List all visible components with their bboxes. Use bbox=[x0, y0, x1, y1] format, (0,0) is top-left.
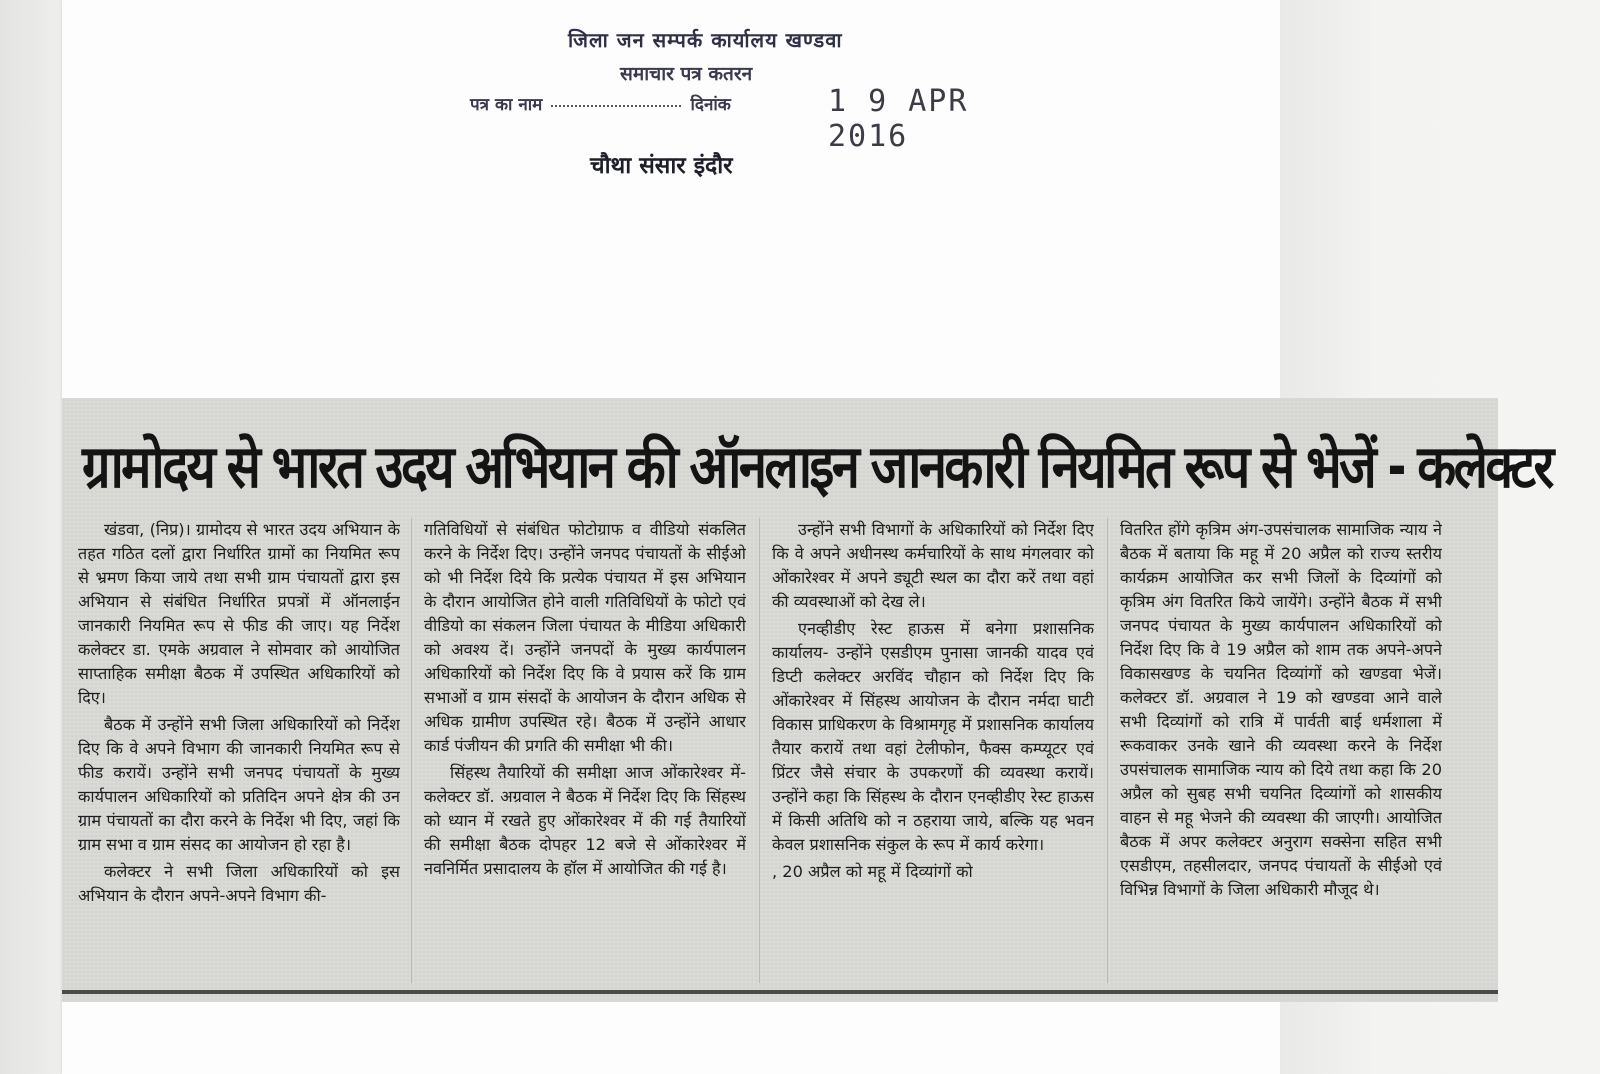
paragraph: खंडवा, (निप्र)। ग्रामोदय से भारत उदय अभियान के तहत गठित दलों द्वारा निर्धारित ग्रामों का नियमित रूप से भ्रमण किया जाये तथा सभी ग्राम पंचायतों द्वारा इस अभियान से संबंधित निर्धारित प्रपत्रों में ऑनलाईन जानकारी नियमित रूप से फीड की जाए। यह निर्देश कलेक्टर डा. एमके अग्रवाल ने सोमवार को आयोजित साप्ताहिक समीक्षा बैठक में उपस्थित अधिकारियों को दिए। bbox=[78, 520, 400, 707]
article-column-3 bbox=[772, 518, 1094, 988]
paragraph: कलेक्टर ने सभी जिला अधिकारियों को इस अभियान के दौरान अपने-अपने विभाग की- bbox=[78, 862, 400, 905]
article-column-4 bbox=[1120, 518, 1442, 988]
paragraph: बैठक में उन्होंने सभी जिला अधिकारियों को निर्देश दिए कि वे अपने विभाग की जानकारी नियमित रूप से फीड करायें। उन्होंने सभी जनपद पंचायतों के मुख्य कार्यपालन अधिकारियों को प्रतिदिन अपने क्षेत्र की उन ग्राम पंचायतों का दौरा करने के निर्देश भी दिए, जहां कि ग्राम सभा व ग्राम संसद का आयोजन हो रहा है। bbox=[78, 715, 400, 854]
newspaper-name: चौथा संसार इंदौर bbox=[590, 153, 733, 179]
stamp-meta-row bbox=[470, 84, 1030, 154]
scan-margin-left bbox=[0, 0, 62, 1074]
stamp-office-name: जिला जन सम्पर्क कार्यालय खण्डवा bbox=[568, 28, 843, 52]
paragraph: गतिविधियों से संबंधित फोटोग्राफ व वीडियो संकलित करने के निर्देश दिए। उन्होंने जनपद पंचायतों के सीईओ को भी निर्देश दिये कि प्रत्येक पंचायत में इस अभियान के दौरान आयोजित होने वाली गतिविधियों के फोटो एवं वीडियो का संकलन जिला पंचायत के मीडिया अधिकारी को अवश्य दें। उन्होंने जनपदों के मुख्य कार्यपालन अधिकारियों को निर्देश दिए कि वे प्रयास करें कि ग्राम सभाओं व ग्राम संसदों के आयोजन के दौरान अधिक से अधिक ग्रामीण उपस्थित रहे। बैठक में उन्होंने आधार कार्ड पंजीयन की प्रगति की समीक्षा भी की। bbox=[424, 520, 746, 755]
stamp-subtitle: समाचार पत्र कतरन bbox=[620, 63, 753, 85]
stamp-date: 1 9 APR 2016 bbox=[828, 84, 969, 154]
article-column-1 bbox=[78, 518, 400, 988]
column-divider bbox=[411, 518, 412, 983]
paragraph: एनव्हीडीए रेस्ट हाऊस में बनेगा प्रशासनिक कार्यालय- उन्होंने एसडीएम पुनासा जानकी यादव एवं डिप्टी कलेक्टर अरविंद चौहान को निर्देश दिए कि ओंकारेश्वर में सिंहस्थ आयोजन के दौरान नर्मदा घाटी विकास प्राधिकरण के विश्रामगृह में प्रशासनिक कार्यालय तैयार करायें तथा वहां टेलीफोन, फैक्स कम्प्यूटर एवं प्रिंटर जैसे संचार के उपकरणों की व्यवस्था करायें। उन्होंने कहा कि सिंहस्थ के दौरान एनव्हीडीए रेस्ट हाऊस में किसी अतिथि को न ठहराया जाये, बल्कि यह भवन केवल प्रशासनिक संकुल के रूप में कार्य करेगा। bbox=[772, 619, 1094, 854]
paragraph: , 20 अप्रैल को महू में दिव्यांगों को bbox=[772, 862, 973, 881]
column-divider bbox=[759, 518, 760, 983]
column-divider bbox=[1107, 518, 1108, 983]
paragraph: उन्होंने सभी विभागों के अधिकारियों को निर्देश दिए कि वे अपने अधीनस्थ कर्मचारियों के साथ मंगलवार को ओंकारेश्वर में अपने ड्यूटी स्थल का दौरा करें तथा वहां की व्यवस्थाओं को देख ले। bbox=[772, 520, 1094, 611]
article-headline: ग्रामोदय से भारत उदय अभियान की ऑनलाइन जानकारी नियमित रूप से भेजें - कलेक्टर bbox=[82, 432, 1552, 501]
paragraph: सिंहस्थ तैयारियों की समीक्षा आज ओंकारेश्वर में-कलेक्टर डॉ. अग्रवाल ने बैठक में निर्देश दिए कि सिंहस्थ को ध्यान में रखते हुए ओंकारेश्वर में की गई तैयारियों की समीक्षा बैठक दोपहर 12 बजे से ओंकारेश्वर में नवनिर्मित प्रसादालय के हॉल में आयोजित की गई है। bbox=[424, 763, 746, 878]
article-column-2 bbox=[424, 518, 746, 988]
bottom-rule bbox=[62, 990, 1498, 994]
newspaper-clipping bbox=[62, 398, 1552, 1002]
paragraph: वितरित होंगे कृत्रिम अंग-उपसंचालक सामाजिक न्याय ने बैठक में बताया कि महू में 20 अप्रैल को राज्य स्तरीय कार्यक्रम आयोजित कर सभी जिलों के दिव्यांगों को कृत्रिम अंग वितरित किये जायेंगे। उन्होंने बैठक में सभी जनपद पंचायत के मुख्य कार्यपालन अधिकारियों को निर्देश दिए कि वे 19 अप्रैल को शाम तक अपने-अपने विकासखण्ड के चयनित दिव्यांगों को खण्डवा भेजें। कलेक्टर डॉ. अग्रवाल ने 19 को खण्डवा आने वाले सभी दिव्यांगों को रात्रि में पार्वती बाई धर्मशाला में रूकवाकर उनके खाने की व्यवस्था करने के निर्देश उपसंचालक सामाजिक न्याय को दिये तथा कहा कि 20 अप्रैल को सुबह सभी चयनित दिव्यांगों को शासकीय वाहन से महू भेजने की व्यवस्था की जाएगी। आयोजित बैठक में अपर कलेक्टर अनुराग सक्सेना सहित सभी एसडीएम, तहसीलदार, जनपद पंचायतों के सीईओ एवं विभिन्न विभागों के जिला अधिकारी मौजूद थे। bbox=[1120, 520, 1442, 899]
date-label: दिनांक bbox=[690, 95, 731, 115]
paper-name-label: पत्र का नाम bbox=[470, 95, 543, 115]
dotted-line bbox=[551, 105, 681, 107]
office-stamp bbox=[470, 20, 1030, 200]
